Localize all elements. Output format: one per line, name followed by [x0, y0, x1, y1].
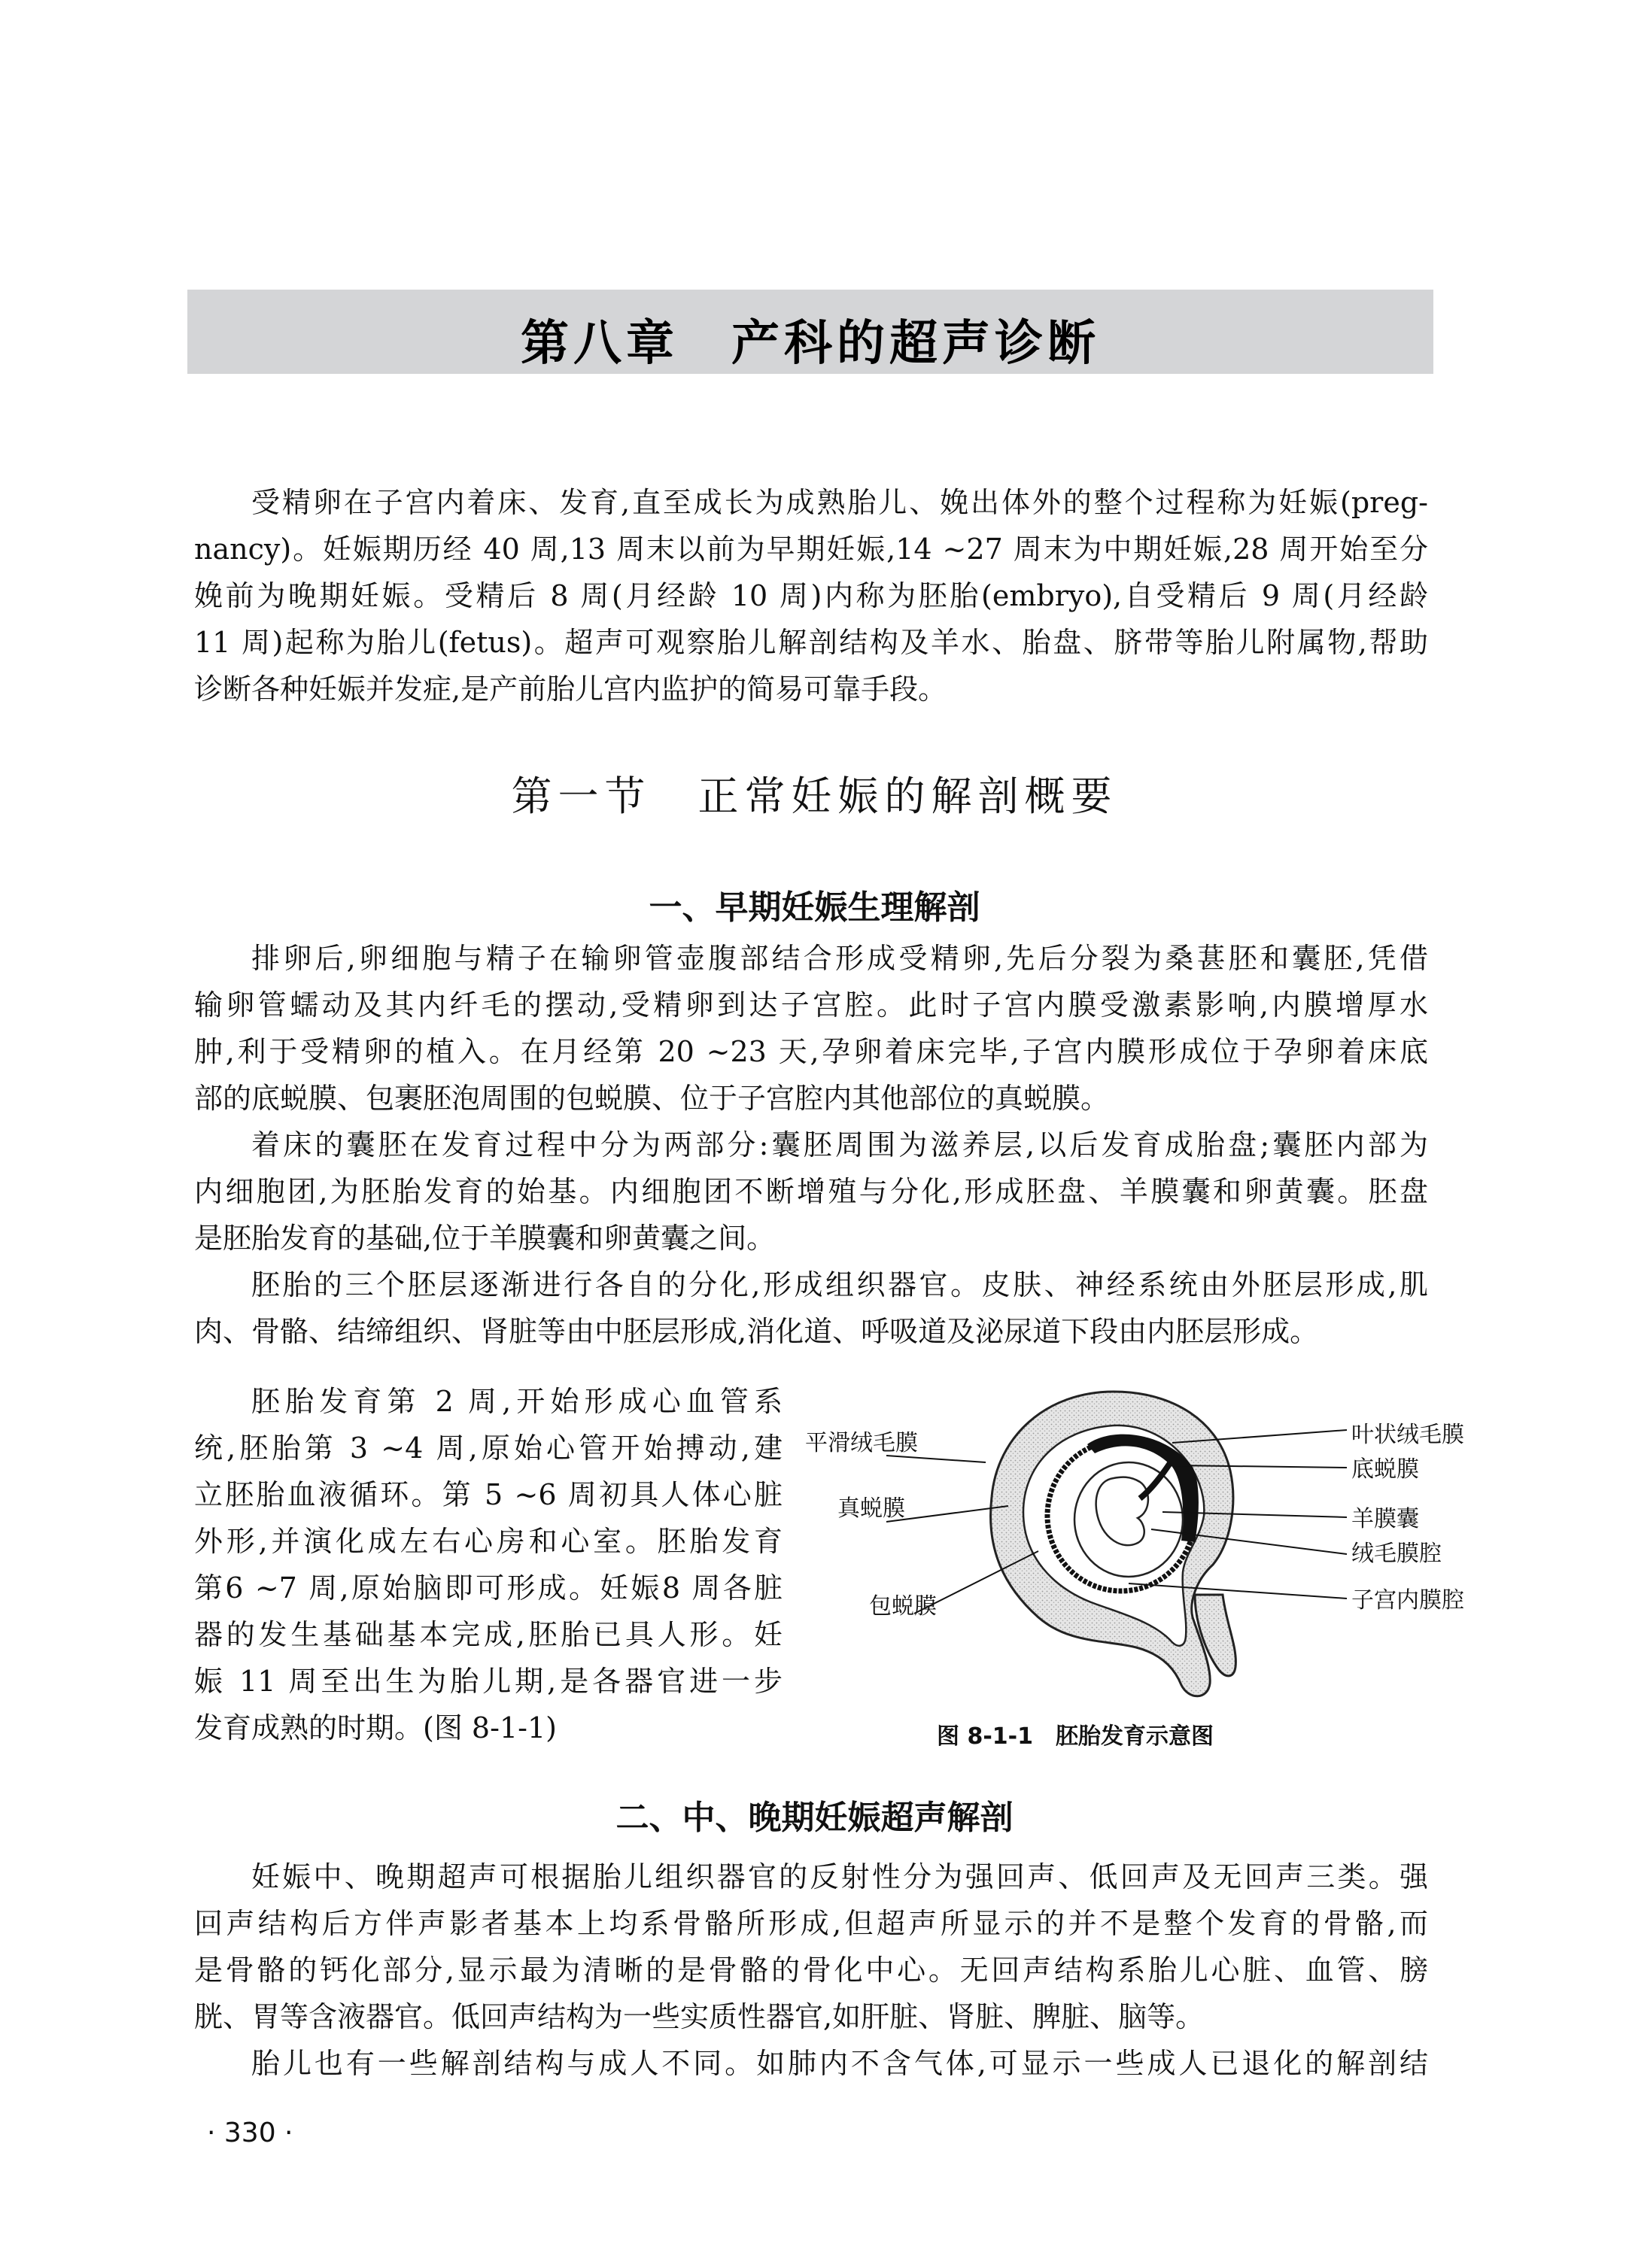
figure-caption: 图 8-1-1 胚胎发育示意图: [937, 1723, 1214, 1750]
text-line: 胱、胃等含液器官。低回声结构为一些实质性器官,如肝脏、肾脏、脾脏、脑等。: [194, 2000, 1205, 2033]
figure-label: 子宫内膜腔: [1351, 1587, 1464, 1614]
subsection-title: 一、早期妊娠生理解剖: [649, 888, 980, 927]
text-line: 胚胎发育第 2 周,开始形成心血管系: [251, 1385, 783, 1418]
text-line: 胚胎的三个胚层逐渐进行各自的分化,形成组织器官。皮肤、神经系统由外胚层形成,肌: [251, 1268, 1428, 1301]
figure-label: 叶状绒毛膜: [1351, 1422, 1464, 1448]
chapter-title-banner: [187, 290, 1433, 374]
text-line: 统,胚胎第 3 ~4 周,原始心管开始搏动,建: [194, 1432, 783, 1465]
text-line: 娠 11 周至出生为胎儿期,是各器官进一步: [194, 1665, 783, 1698]
subsection-title: 二、中、晚期妊娠超声解剖: [615, 1799, 1014, 1837]
text-line: nancy)。妊娠期历经 40 周,13 周末以前为早期妊娠,14 ~27 周末为中期妊娠,28 周开始至分: [194, 533, 1429, 566]
text-line: 娩前为晚期妊娠。受精后 8 周(月经龄 10 周)内称为胚胎(embryo),自受精后 9 周(月经龄: [194, 579, 1428, 612]
figure-label: 真蜕膜: [837, 1495, 905, 1522]
text-line: 诊断各种妊娠并发症,是产前胎儿宫内监护的简易可靠手段。: [194, 673, 947, 706]
figure-label: 绒毛膜腔: [1351, 1541, 1442, 1567]
figure-label: 平滑绒毛膜: [805, 1430, 918, 1456]
text-line: 肿,利于受精卵的植入。在月经第 20 ~23 天,孕卵着床完毕,子宫内膜形成位于孕卵着床底: [194, 1035, 1428, 1068]
text-line: 肉、骨骼、结缔组织、肾脏等由中胚层形成,消化道、呼吸道及泌尿道下段由内胚层形成。: [194, 1315, 1319, 1348]
text-line: 外形,并演化成左右心房和心室。胚胎发育: [194, 1525, 783, 1558]
text-line: 是胚胎发育的基础,位于羊膜囊和卵黄囊之间。: [194, 1222, 776, 1255]
text-line: 发育成熟的时期。(图 8-1-1): [194, 1711, 557, 1744]
text-line: 受精卵在子宫内着床、发育,直至成长为成熟胎儿、娩出体外的整个过程称为妊娠(preg-: [251, 486, 1428, 519]
text-line: 回声结构后方伴声影者基本上均系骨骼所形成,但超声所显示的并不是整个发育的骨骼,而: [194, 1907, 1428, 1940]
text-line: 着床的囊胚在发育过程中分为两部分:囊胚周围为滋养层,以后发育成胎盘;囊胚内部为: [251, 1128, 1428, 1161]
text-line: 胎儿也有一些解剖结构与成人不同。如肺内不含气体,可显示一些成人已退化的解剖结: [251, 2047, 1428, 2080]
text-line: 妊娠中、晚期超声可根据胎儿组织器官的反射性分为强回声、低回声及无回声三类。强: [251, 1860, 1428, 1893]
text-line: 是骨骼的钙化部分,显示最为清晰的是骨骼的骨化中心。无回声结构系胎儿心脏、血管、膀: [194, 1954, 1428, 1987]
figure-label: 羊膜囊: [1351, 1506, 1419, 1532]
text-line: 第6 ~7 周,原始脑即可形成。妊娠8 周各脏: [194, 1571, 783, 1605]
chapter-title: 第八章 产科的超声诊断: [521, 316, 1100, 372]
figure-label: 包蜕膜: [869, 1593, 937, 1620]
text-line: 内细胞团,为胚胎发育的始基。内细胞团不断增殖与分化,形成胚盘、羊膜囊和卵黄囊。胚盘: [194, 1175, 1428, 1208]
text-line: 11 周)起称为胎儿(fetus)。超声可观察胎儿解剖结构及羊水、胎盘、脐带等胎儿附属物,帮助: [194, 626, 1428, 659]
page-number: · 330 ·: [207, 2118, 293, 2148]
figure-label: 底蜕膜: [1351, 1456, 1419, 1483]
text-line: 器的发生基础基本完成,胚胎已具人形。妊: [194, 1618, 783, 1651]
text-line: 部的底蜕膜、包裹胚泡周围的包蜕膜、位于子宫腔内其他部位的真蜕膜。: [194, 1082, 1110, 1115]
text-line: 输卵管蠕动及其内纤毛的摆动,受精卵到达子宫腔。此时子宫内膜受激素影响,内膜增厚水: [194, 988, 1428, 1022]
text-line: 立胚胎血液循环。第 5 ~6 周初具人体心脏: [194, 1478, 783, 1511]
text-line: 排卵后,卵细胞与精子在输卵管壶腹部结合形成受精卵,先后分裂为桑葚胚和囊胚,凭借: [251, 942, 1428, 975]
section-title: 第一节 正常妊娠的解剖概要: [511, 773, 1118, 820]
